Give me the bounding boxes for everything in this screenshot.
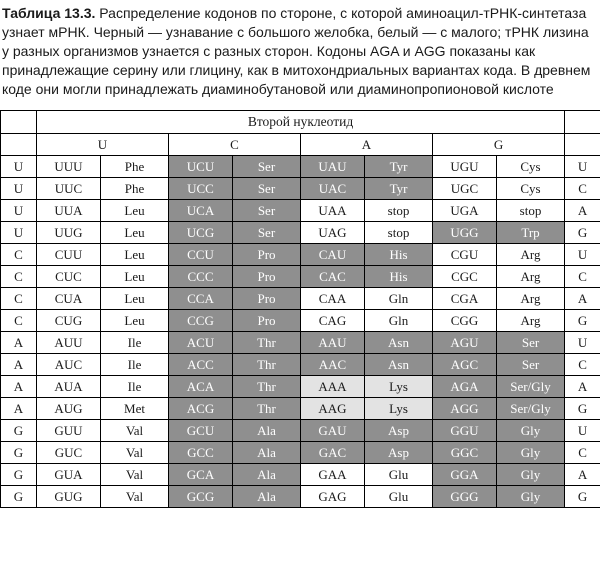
third-nucleotide-cell: C xyxy=(565,354,600,376)
amino-acid-cell: Ala xyxy=(233,420,301,442)
amino-acid-cell: Val xyxy=(101,442,169,464)
codon-cell: UCA xyxy=(169,200,233,222)
codon-cell: GAG xyxy=(301,486,365,508)
amino-acid-cell: Glu xyxy=(365,464,433,486)
amino-acid-cell: Ala xyxy=(233,442,301,464)
amino-acid-cell: Thr xyxy=(233,398,301,420)
codon-cell: CCA xyxy=(169,288,233,310)
amino-acid-cell: Ile xyxy=(101,376,169,398)
codon-cell: CGG xyxy=(433,310,497,332)
third-nucleotide-cell: A xyxy=(565,200,600,222)
third-nucleotide-cell: U xyxy=(565,332,600,354)
amino-acid-cell: Pro xyxy=(233,244,301,266)
first-nucleotide-cell: C xyxy=(1,288,37,310)
table-caption-label: Таблица 13.3. xyxy=(2,5,96,21)
codon-cell: CCG xyxy=(169,310,233,332)
codon-cell: ACC xyxy=(169,354,233,376)
amino-acid-cell: Thr xyxy=(233,332,301,354)
codon-cell: CGC xyxy=(433,266,497,288)
second-nucleotide-row xyxy=(1,134,600,156)
codon-cell: CCU xyxy=(169,244,233,266)
second-nucleotide-a: A xyxy=(301,134,433,156)
amino-acid-cell: Cys xyxy=(497,178,565,200)
codon-cell: UCC xyxy=(169,178,233,200)
amino-acid-cell: Leu xyxy=(101,288,169,310)
table-row xyxy=(1,266,600,288)
amino-acid-cell: Leu xyxy=(101,200,169,222)
third-nucleotide-cell: A xyxy=(565,288,600,310)
corner-cell xyxy=(1,111,37,134)
first-nucleotide-cell: G xyxy=(1,420,37,442)
codon-cell: CAU xyxy=(301,244,365,266)
amino-acid-cell: Tyr xyxy=(365,178,433,200)
corner-cell xyxy=(1,134,37,156)
amino-acid-cell: Ser xyxy=(233,222,301,244)
codon-cell: UGC xyxy=(433,178,497,200)
codon-cell: CGA xyxy=(433,288,497,310)
third-nucleotide-cell: G xyxy=(565,222,600,244)
amino-acid-cell: stop xyxy=(497,200,565,222)
amino-acid-cell: Val xyxy=(101,486,169,508)
codon-cell: GCG xyxy=(169,486,233,508)
amino-acid-cell: Ser xyxy=(233,200,301,222)
table-row xyxy=(1,464,600,486)
table-row xyxy=(1,288,600,310)
table-row xyxy=(1,200,600,222)
amino-acid-cell: Pro xyxy=(233,266,301,288)
amino-acid-cell: Arg xyxy=(497,244,565,266)
amino-acid-cell: His xyxy=(365,266,433,288)
table-row xyxy=(1,244,600,266)
amino-acid-cell: stop xyxy=(365,200,433,222)
codon-cell: CAC xyxy=(301,266,365,288)
corner-cell xyxy=(565,111,600,134)
codon-cell: UAC xyxy=(301,178,365,200)
amino-acid-cell: Met xyxy=(101,398,169,420)
first-nucleotide-cell: G xyxy=(1,464,37,486)
first-nucleotide-cell: A xyxy=(1,376,37,398)
codon-cell: AGG xyxy=(433,398,497,420)
codon-cell: UGU xyxy=(433,156,497,178)
table-row xyxy=(1,354,600,376)
amino-acid-cell: Ser/Gly xyxy=(497,376,565,398)
amino-acid-cell: Ala xyxy=(233,464,301,486)
amino-acid-cell: Arg xyxy=(497,266,565,288)
codon-cell: UUC xyxy=(37,178,101,200)
amino-acid-cell: Lys xyxy=(365,398,433,420)
amino-acid-cell: Ser xyxy=(233,178,301,200)
amino-acid-cell: Ser xyxy=(497,332,565,354)
codon-cell: UAG xyxy=(301,222,365,244)
codon-cell: AUG xyxy=(37,398,101,420)
amino-acid-cell: stop xyxy=(365,222,433,244)
amino-acid-cell: Tyr xyxy=(365,156,433,178)
third-nucleotide-cell: A xyxy=(565,376,600,398)
table-row xyxy=(1,178,600,200)
third-nucleotide-cell: C xyxy=(565,178,600,200)
codon-cell: CGU xyxy=(433,244,497,266)
codon-cell: GGA xyxy=(433,464,497,486)
table-caption xyxy=(0,0,600,110)
amino-acid-cell: Arg xyxy=(497,288,565,310)
amino-acid-cell: Lys xyxy=(365,376,433,398)
amino-acid-cell: Gln xyxy=(365,310,433,332)
first-nucleotide-cell: C xyxy=(1,244,37,266)
table-row xyxy=(1,222,600,244)
codon-cell: GAU xyxy=(301,420,365,442)
table-row xyxy=(1,398,600,420)
codon-cell: UAA xyxy=(301,200,365,222)
table-row xyxy=(1,156,600,178)
amino-acid-cell: Ile xyxy=(101,332,169,354)
codon-cell: UUA xyxy=(37,200,101,222)
codon-cell: CAG xyxy=(301,310,365,332)
amino-acid-cell: Ile xyxy=(101,354,169,376)
amino-acid-cell: Leu xyxy=(101,244,169,266)
codon-cell: GUG xyxy=(37,486,101,508)
codon-cell: AGC xyxy=(433,354,497,376)
amino-acid-cell: Arg xyxy=(497,310,565,332)
third-nucleotide-cell: C xyxy=(565,442,600,464)
first-nucleotide-cell: U xyxy=(1,178,37,200)
table-row xyxy=(1,332,600,354)
table-header-row xyxy=(1,111,600,134)
codon-cell: CUA xyxy=(37,288,101,310)
codon-cell: GCA xyxy=(169,464,233,486)
amino-acid-cell: Leu xyxy=(101,310,169,332)
codon-cell: ACU xyxy=(169,332,233,354)
amino-acid-cell: Leu xyxy=(101,266,169,288)
codon-cell: GGU xyxy=(433,420,497,442)
amino-acid-cell: Trp xyxy=(497,222,565,244)
third-nucleotide-cell: U xyxy=(565,244,600,266)
amino-acid-cell: Ala xyxy=(233,486,301,508)
first-nucleotide-cell: G xyxy=(1,442,37,464)
first-nucleotide-cell: U xyxy=(1,156,37,178)
amino-acid-cell: Asp xyxy=(365,420,433,442)
codon-cell: AAA xyxy=(301,376,365,398)
codon-cell: UAU xyxy=(301,156,365,178)
codon-cell: UGG xyxy=(433,222,497,244)
codon-cell: AUA xyxy=(37,376,101,398)
codon-cell: CCC xyxy=(169,266,233,288)
amino-acid-cell: Pro xyxy=(233,288,301,310)
amino-acid-cell: Phe xyxy=(101,178,169,200)
amino-acid-cell: Leu xyxy=(101,222,169,244)
amino-acid-cell: Cys xyxy=(497,156,565,178)
amino-acid-cell: Ser/Gly xyxy=(497,398,565,420)
codon-cell: UUG xyxy=(37,222,101,244)
codon-cell: UCG xyxy=(169,222,233,244)
amino-acid-cell: Glu xyxy=(365,486,433,508)
amino-acid-cell: Gly xyxy=(497,442,565,464)
first-nucleotide-cell: A xyxy=(1,354,37,376)
second-nucleotide-c: C xyxy=(169,134,301,156)
amino-acid-cell: Asn xyxy=(365,354,433,376)
first-nucleotide-cell: G xyxy=(1,486,37,508)
third-nucleotide-cell: A xyxy=(565,464,600,486)
amino-acid-cell: Ser xyxy=(233,156,301,178)
amino-acid-cell: Thr xyxy=(233,354,301,376)
second-nucleotide-header: Второй нуклеотид xyxy=(37,111,565,134)
amino-acid-cell: Asn xyxy=(365,332,433,354)
codon-cell: GCU xyxy=(169,420,233,442)
codon-cell: UGA xyxy=(433,200,497,222)
codon-cell: UUU xyxy=(37,156,101,178)
codon-cell: AGA xyxy=(433,376,497,398)
codon-cell: AGU xyxy=(433,332,497,354)
codon-cell: GAC xyxy=(301,442,365,464)
table-row xyxy=(1,442,600,464)
codon-table xyxy=(0,110,600,508)
first-nucleotide-cell: C xyxy=(1,266,37,288)
first-nucleotide-cell: C xyxy=(1,310,37,332)
codon-cell: GUU xyxy=(37,420,101,442)
codon-cell: AAG xyxy=(301,398,365,420)
amino-acid-cell: Gly xyxy=(497,486,565,508)
codon-table-body xyxy=(1,156,600,508)
table-row xyxy=(1,376,600,398)
amino-acid-cell: Val xyxy=(101,464,169,486)
amino-acid-cell: His xyxy=(365,244,433,266)
codon-cell: UCU xyxy=(169,156,233,178)
second-nucleotide-u: U xyxy=(37,134,169,156)
codon-cell: GGC xyxy=(433,442,497,464)
codon-cell: CUC xyxy=(37,266,101,288)
first-nucleotide-cell: A xyxy=(1,332,37,354)
third-nucleotide-cell: U xyxy=(565,156,600,178)
amino-acid-cell: Gln xyxy=(365,288,433,310)
third-nucleotide-cell: G xyxy=(565,486,600,508)
second-nucleotide-g: G xyxy=(433,134,565,156)
amino-acid-cell: Gly xyxy=(497,420,565,442)
codon-cell: ACG xyxy=(169,398,233,420)
first-nucleotide-cell: A xyxy=(1,398,37,420)
table-caption-text: Распределение кодонов по стороне, с которой аминоацил-тРНК-синтетаза узнает мРНК. Черный — узнавание с большого желобка, белый — с малого; тРНК лизина у разных организмов узнается с разных сторон. Кодоны AGA и AGG показаны как принадлежащие серину или глицину, как в митохондриальных вариантах кода. В древнем коде они могли принадлежать диаминобутановой или диаминопропионовой кислоте xyxy=(2,5,591,98)
amino-acid-cell: Gly xyxy=(497,464,565,486)
codon-cell: AUU xyxy=(37,332,101,354)
codon-cell: GUC xyxy=(37,442,101,464)
codon-cell: GAA xyxy=(301,464,365,486)
first-nucleotide-cell: U xyxy=(1,222,37,244)
codon-cell: AAC xyxy=(301,354,365,376)
amino-acid-cell: Pro xyxy=(233,310,301,332)
amino-acid-cell: Thr xyxy=(233,376,301,398)
codon-cell: CUU xyxy=(37,244,101,266)
first-nucleotide-cell: U xyxy=(1,200,37,222)
table-row xyxy=(1,486,600,508)
third-nucleotide-cell: U xyxy=(565,420,600,442)
table-row xyxy=(1,420,600,442)
table-row xyxy=(1,310,600,332)
third-nucleotide-cell: C xyxy=(565,266,600,288)
third-nucleotide-cell: G xyxy=(565,310,600,332)
third-nucleotide-cell: G xyxy=(565,398,600,420)
amino-acid-cell: Phe xyxy=(101,156,169,178)
corner-cell xyxy=(565,134,600,156)
amino-acid-cell: Ser xyxy=(497,354,565,376)
codon-cell: ACA xyxy=(169,376,233,398)
codon-cell: GCC xyxy=(169,442,233,464)
codon-cell: GGG xyxy=(433,486,497,508)
codon-cell: AAU xyxy=(301,332,365,354)
codon-cell: AUC xyxy=(37,354,101,376)
amino-acid-cell: Asp xyxy=(365,442,433,464)
codon-cell: CUG xyxy=(37,310,101,332)
amino-acid-cell: Val xyxy=(101,420,169,442)
codon-cell: CAA xyxy=(301,288,365,310)
codon-cell: GUA xyxy=(37,464,101,486)
